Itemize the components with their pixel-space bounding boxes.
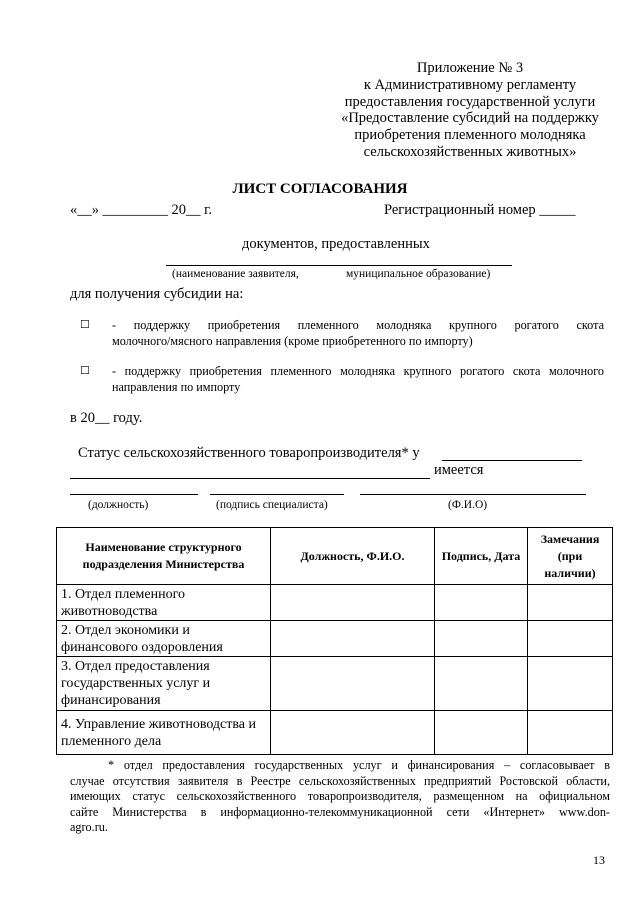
applicant-underline — [166, 265, 512, 266]
fio-underline — [360, 494, 586, 495]
footnote — [70, 758, 610, 836]
signature-hint: (подпись специалиста) — [216, 499, 328, 511]
row-signature-cell[interactable] — [435, 657, 528, 711]
document-title: ЛИСТ СОГЛАСОВАНИЯ — [232, 181, 408, 197]
table-row — [57, 585, 613, 621]
registration-number: Регистрационный номер _____ — [384, 202, 576, 218]
page-number: 13 — [593, 853, 605, 867]
annex-line-1: Приложение № 3 — [416, 60, 524, 76]
row-signature-cell[interactable] — [435, 621, 528, 657]
documents-label: документов, предоставленных — [242, 236, 430, 252]
date-line: «__» _________ 20__ г. — [70, 202, 213, 218]
row-position-cell[interactable] — [271, 585, 435, 621]
row-signature-cell[interactable] — [435, 711, 528, 755]
option-2-line-2: направления по импорту — [112, 379, 241, 394]
applicant-hint: (наименование заявителя, — [172, 268, 299, 280]
annex-line-4: «Предоставление субсидий на поддержку — [341, 110, 599, 127]
status-label: Статус сельскохозяйственного товаропроизводителя* у — [78, 445, 420, 461]
header-remarks: Замечания (при наличии) — [528, 528, 613, 585]
status-has: имеется — [434, 462, 484, 478]
header-signature-date: Подпись, Дата — [435, 528, 528, 585]
row-department: 1. Отдел племенного животноводства — [57, 585, 271, 621]
header-department: Наименование структурного подразделения Министерства — [57, 528, 271, 585]
option-2 — [112, 364, 604, 395]
signature-underline — [210, 494, 344, 495]
annex-line-3: предоставления государственной услуги — [344, 93, 596, 110]
annex-line-6: сельскохозяйственных животных» — [363, 143, 577, 160]
footnote-line-1: * отдел предоставления государственных услуг и финансирования – согласовывает в — [108, 758, 610, 772]
annex-line-5: приобретения племенного молодняка — [354, 127, 586, 144]
position-underline — [70, 494, 198, 495]
row-position-cell[interactable] — [271, 657, 435, 711]
checkbox-option-2[interactable]: ☐ — [80, 365, 90, 377]
municipality-hint: муниципальное образование) — [346, 268, 491, 280]
option-2-line-1: - поддержку приобретения племенного молодняка крупного рогатого скота молочного — [112, 364, 604, 378]
row-remarks-cell[interactable] — [528, 621, 613, 657]
checkbox-option-1[interactable]: ☐ — [80, 319, 90, 331]
option-1-line-1: - поддержку приобретения племенного молодняка крупного рогатого скота — [112, 318, 604, 332]
row-department: 2. Отдел экономики и финансового оздоровления — [57, 621, 271, 657]
row-remarks-cell[interactable] — [528, 657, 613, 711]
approval-table — [56, 527, 613, 755]
option-1 — [112, 318, 604, 349]
footnote-line-2: случае отсутствия заявителя в Реестре сельскохозяйственных предприятий Ростовской области, — [70, 773, 610, 788]
table-header-row — [57, 528, 613, 585]
footnote-line-3: имеющих статус сельскохозяйственного товаропроизводителя, размещенном на официальном — [70, 789, 610, 804]
row-department: 4. Управление животноводства и племенного дела — [57, 711, 271, 755]
header-position-fio: Должность, Ф.И.О. — [271, 528, 435, 585]
row-position-cell[interactable] — [271, 621, 435, 657]
table-row — [57, 711, 613, 755]
status-underline-2 — [70, 478, 430, 479]
row-remarks-cell[interactable] — [528, 585, 613, 621]
purpose-label: для получения субсидии на: — [70, 286, 244, 302]
table-row — [57, 657, 613, 711]
position-hint: (должность) — [88, 499, 149, 511]
footnote-line-4: сайте Министерства в информационно-телекоммуникационной сети «Интернет» www.don- — [70, 804, 610, 819]
footnote-line-5: agro.ru. — [70, 820, 108, 835]
row-position-cell[interactable] — [271, 711, 435, 755]
annex-header — [300, 60, 640, 161]
row-remarks-cell[interactable] — [528, 711, 613, 755]
option-1-line-2: молочного/мясного направления (кроме приобретенного по импорту) — [112, 333, 473, 348]
status-underline-1 — [442, 460, 582, 461]
fio-hint: (Ф.И.О) — [448, 499, 488, 511]
row-signature-cell[interactable] — [435, 585, 528, 621]
year-line: в 20__ году. — [70, 410, 143, 426]
table-row — [57, 621, 613, 657]
row-department: 3. Отдел предоставления государственных услуг и финансирования — [57, 657, 271, 711]
annex-line-2: к Административному регламенту — [363, 76, 577, 93]
